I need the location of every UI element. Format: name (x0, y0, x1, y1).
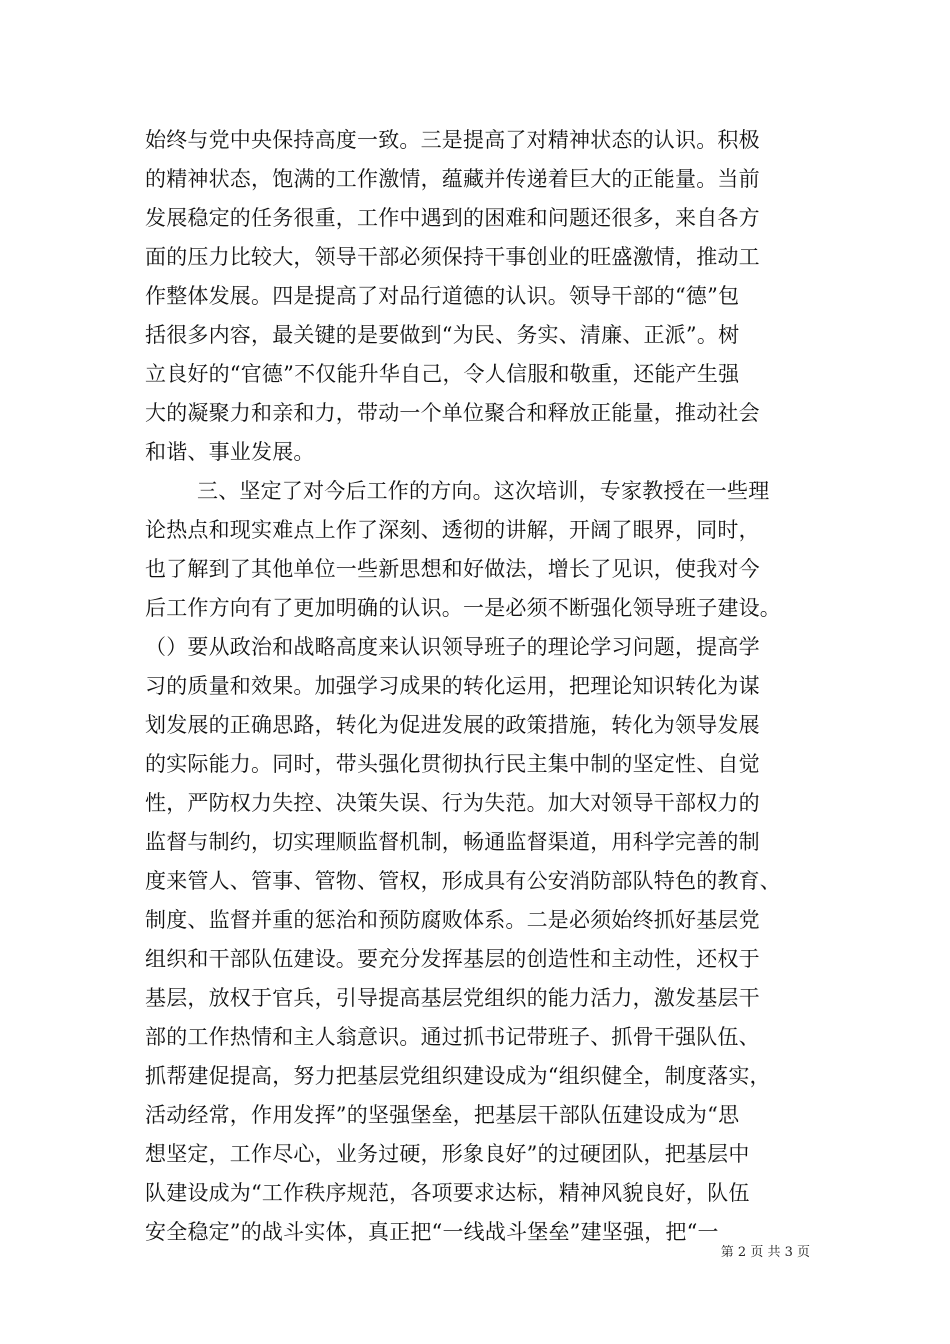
text-line: 大的凝聚力和亲和力，带动一个单位聚合和释放正能量，推动社会 (145, 401, 760, 425)
text-line: 性，严防权力失控、决策失误、行为失范。加大对领导干部权力的 (145, 791, 760, 815)
text-line: 的实际能力。同时，带头强化贯彻执行民主集中制的坚定性、自觉 (145, 752, 760, 776)
text-line: 也了解到了其他单位一些新思想和好做法，增长了见识，使我对今 (145, 557, 760, 581)
text-line: 论热点和现实难点上作了深刻、透彻的讲解，开阔了眼界，同时， (145, 518, 760, 542)
text-line: 和谐、事业发展。 (145, 440, 315, 464)
text-line: 部的工作热情和主人翁意识。通过抓书记带班子、抓骨干强队伍、 (145, 1025, 760, 1049)
text-line: 抓帮建促提高，努力把基层党组织建设成为“组织健全，制度落实， (145, 1064, 771, 1088)
text-line: 活动经常，作用发挥”的坚强堡垒，把基层干部队伍建设成为“思 (145, 1103, 740, 1127)
body-text (145, 121, 810, 1252)
text-line: 作整体发展。四是提高了对品行道德的认识。领导干部的“德”包 (145, 284, 740, 308)
text-line: 立良好的“官德”不仅能升华自己，令人信服和敬重，还能产生强 (145, 362, 740, 386)
text-line: 划发展的正确思路，转化为促进发展的政策措施，转化为领导发展 (145, 713, 760, 737)
text-line: 组织和干部队伍建设。要充分发挥基层的创造性和主动性，还权于 (145, 947, 760, 971)
page-number: 第 2 页 共 3 页 (720, 1245, 810, 1260)
text-line: 基层，放权于官兵，引导提高基层党组织的能力活力，激发基层干 (145, 986, 760, 1010)
text-line: 始终与党中央保持高度一致。三是提高了对精神状态的认识。积极 (145, 128, 760, 152)
text-line: 发展稳定的任务很重，工作中遇到的困难和问题还很多，来自各方 (145, 206, 760, 230)
text-line: 的精神状态，饱满的工作激情，蕴藏并传递着巨大的正能量。当前 (145, 167, 760, 191)
text-line: 制度、监督并重的惩治和预防腐败体系。二是必须始终抓好基层党 (145, 908, 760, 932)
text-line: 队建设成为“工作秩序规范，各项要求达标，精神风貌良好，队伍 (145, 1181, 750, 1205)
text-line: 监督与制约，切实理顺监督机制，畅通监督渠道，用科学完善的制 (145, 830, 760, 854)
text-line: 安全稳定”的战斗实体，真正把“一线战斗堡垒”建坚强，把“一 (145, 1220, 719, 1244)
text-line: 后工作方向有了更加明确的认识。一是必须不断强化领导班子建设。 (145, 596, 781, 620)
text-line: 括很多内容，最关键的是要做到“为民、务实、清廉、正派”。树 (145, 323, 740, 347)
text-line: 习的质量和效果。加强学习成果的转化运用，把理论知识转化为谋 (145, 674, 760, 698)
text-line: （）要从政治和战略高度来认识领导班子的理论学习问题，提高学 (145, 635, 760, 659)
text-line: 面的压力比较大，领导干部必须保持干事创业的旺盛激情，推动工 (145, 245, 760, 269)
text-line: 想坚定，工作尽心，业务过硬，形象良好”的过硬团队，把基层中 (145, 1142, 750, 1166)
section-heading-line: 三、坚定了对今后工作的方向。这次培训，专家教授在一些理 (197, 479, 770, 503)
text-line: 度来管人、管事、管物、管权，形成具有公安消防部队特色的教育、 (145, 869, 781, 893)
